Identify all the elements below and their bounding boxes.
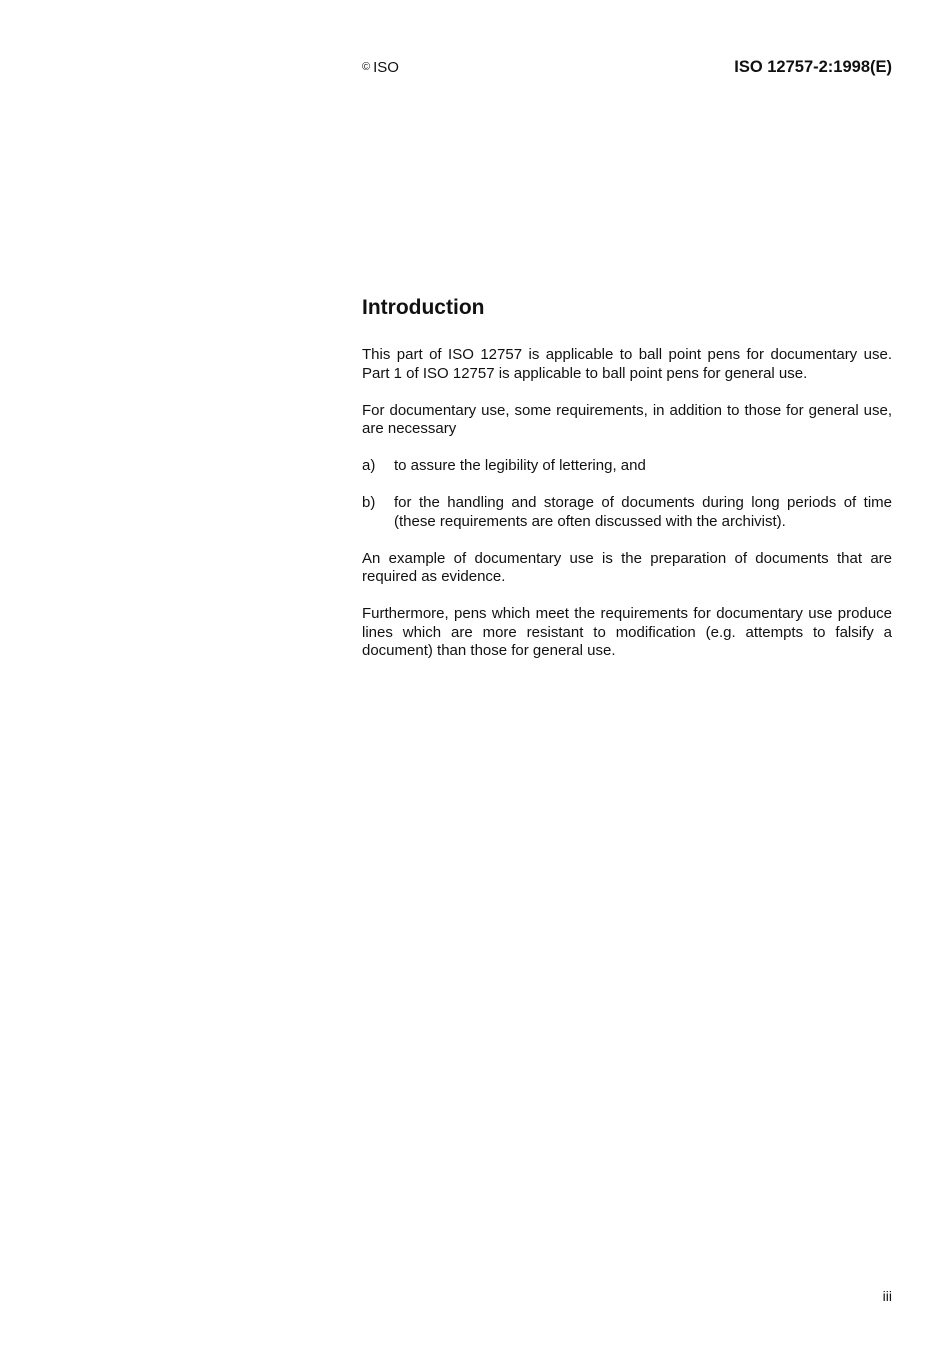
- paragraph: An example of documentary use is the preparation of documents that are required as evidence.: [362, 549, 892, 585]
- page-number: iii: [882, 1288, 892, 1304]
- header-copyright: [362, 58, 399, 77]
- list-marker: a): [362, 457, 376, 474]
- header-organization: ISO: [373, 59, 399, 76]
- copyright-symbol: ©: [362, 61, 371, 73]
- paragraph: For documentary use, some requirements, in addition to those for general use, are necessary: [362, 401, 892, 437]
- list-item: [362, 494, 892, 531]
- list-item: [362, 457, 892, 476]
- list-text: to assure the legibility of lettering, and: [394, 457, 646, 474]
- paragraph: Furthermore, pens which meet the requirements for documentary use produce lines which are more resistant to modification (e.g. attempts to falsify a document) than those for general use.: [362, 605, 892, 659]
- introduction-section: [362, 295, 892, 679]
- document-id: ISO 12757-2:1998(E): [734, 58, 892, 76]
- list-marker: b): [362, 494, 376, 511]
- list-text: for the handling and storage of documents during long periods of time (these requirements are often discussed with the archivist).: [394, 494, 892, 530]
- paragraph: This part of ISO 12757 is applicable to ball point pens for documentary use. Part 1 of ISO 12757 is applicable to ball point pens for general use.: [362, 346, 892, 382]
- section-title: Introduction: [362, 296, 485, 319]
